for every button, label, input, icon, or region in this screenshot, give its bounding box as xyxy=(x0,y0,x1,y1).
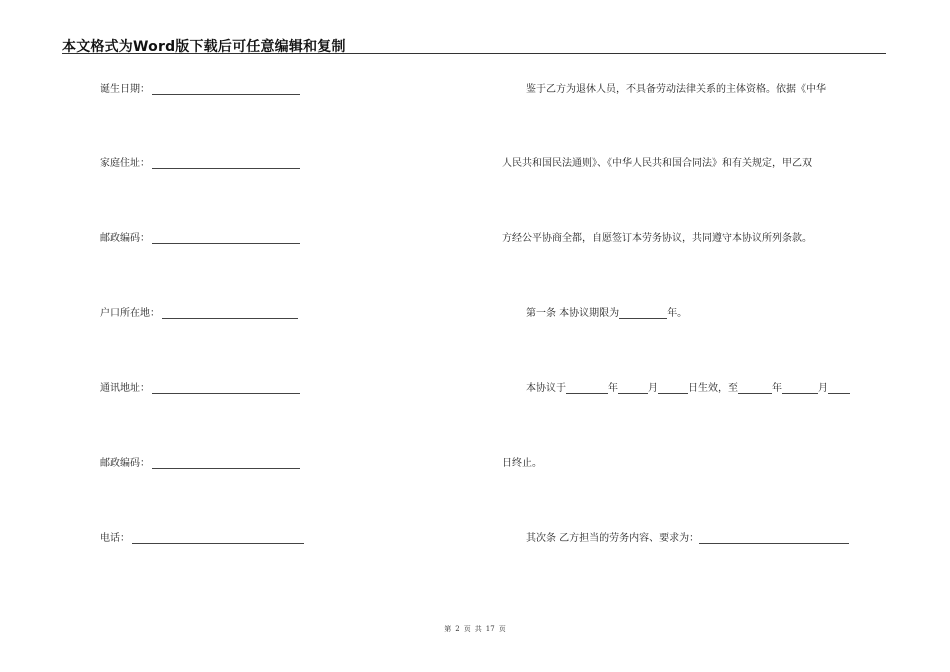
end-month-blank[interactable] xyxy=(782,384,818,394)
page-number: 2 xyxy=(455,625,460,633)
header-divider xyxy=(62,53,886,54)
start-year-blank[interactable] xyxy=(566,384,608,394)
month-unit: 月 xyxy=(818,383,828,394)
field-label: 邮政编码： xyxy=(100,458,150,469)
field-label: 户口所在地： xyxy=(100,308,160,319)
article-2-text: 其次条 乙方担当的劳务内容、要求为： xyxy=(526,533,700,544)
total-label: 共 xyxy=(474,625,482,633)
field-label: 邮政编码： xyxy=(100,233,150,244)
year-unit: 年 xyxy=(772,383,782,394)
total-word: 页 xyxy=(498,625,506,633)
preamble-line-2: 人民共和国民法通则》、《中华人民共和国合同法》和有关规定，甲乙双 xyxy=(502,158,812,169)
start-day-blank[interactable] xyxy=(658,384,688,394)
field-label: 电话： xyxy=(100,533,130,544)
term-mid: 日生效，至 xyxy=(688,383,738,394)
home-address-field xyxy=(100,154,300,169)
phone-field xyxy=(100,529,304,544)
phone-blank[interactable] xyxy=(132,534,304,544)
term-prefix: 本协议于 xyxy=(526,383,566,394)
article-2-line xyxy=(526,529,849,544)
postal-code-blank[interactable] xyxy=(152,234,300,244)
end-year-blank[interactable] xyxy=(738,384,772,394)
page-label: 第 xyxy=(444,625,452,633)
total-pages: 17 xyxy=(485,625,495,633)
article-1-term xyxy=(526,304,687,319)
page-footer xyxy=(0,624,950,634)
birth-date-blank[interactable] xyxy=(152,85,300,95)
birth-date-field xyxy=(100,80,300,95)
home-address-blank[interactable] xyxy=(152,159,300,169)
termination-line: 日终止。 xyxy=(502,458,542,469)
end-day-blank[interactable] xyxy=(828,384,850,394)
field-label: 通讯地址： xyxy=(100,383,150,394)
article-1-suffix: 年。 xyxy=(667,308,688,319)
mailing-address-blank[interactable] xyxy=(152,384,300,394)
postal-code-field xyxy=(100,229,300,244)
term-years-blank[interactable] xyxy=(619,309,667,319)
household-register-blank[interactable] xyxy=(162,309,298,319)
preamble-line-1: 鉴于乙方为退休人员，不具备劳动法律关系的主体资格。依据《中华 xyxy=(526,84,826,95)
document-header-title: 本文格式为Word版下载后可任意编辑和复制 xyxy=(62,39,346,55)
household-register-field xyxy=(100,304,298,319)
postal-code-field-2 xyxy=(100,454,300,469)
field-label: 家庭住址： xyxy=(100,158,150,169)
mailing-address-field xyxy=(100,379,300,394)
month-unit: 月 xyxy=(648,383,658,394)
preamble-line-3: 方经公平协商全都，自愿签订本劳务协议，共同遵守本协议所列条款。 xyxy=(502,233,812,244)
postal-code-blank-2[interactable] xyxy=(152,459,300,469)
effective-date-line xyxy=(526,379,850,394)
duties-blank[interactable] xyxy=(699,534,849,544)
field-label: 诞生日期： xyxy=(100,84,150,95)
year-unit: 年 xyxy=(608,383,618,394)
page-word: 页 xyxy=(463,625,471,633)
article-1-prefix: 第一条 本协议期限为 xyxy=(526,308,620,319)
start-month-blank[interactable] xyxy=(618,384,648,394)
